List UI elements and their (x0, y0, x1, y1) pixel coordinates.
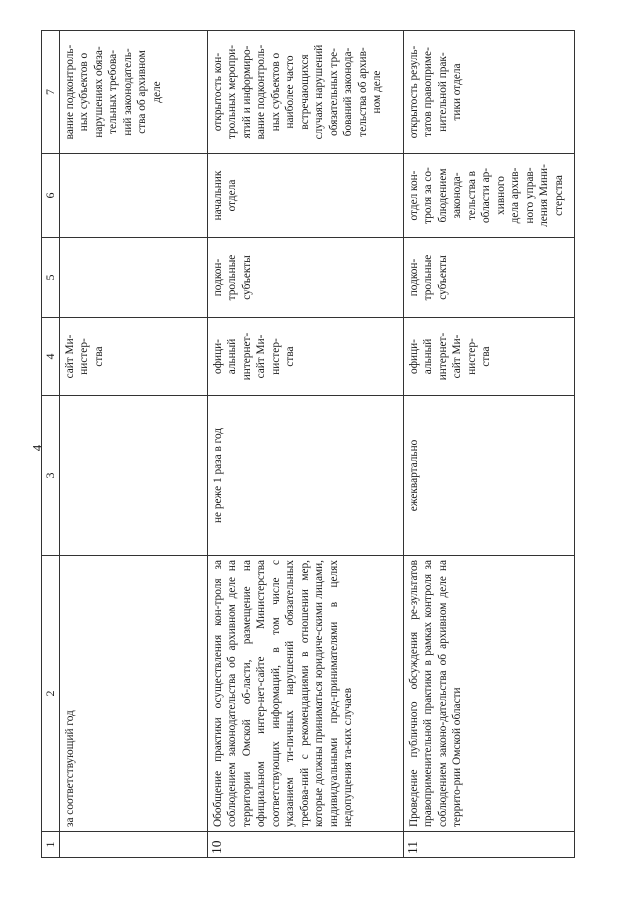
plan-table (41, 30, 575, 858)
result-cell: вание подконтроль- ных субъектов о нарушениях обяза- тельных требова- ний законодатель- ства об архивном деле (59, 31, 207, 154)
action-cell: за соответствующий год (59, 556, 207, 832)
header-row (42, 31, 60, 858)
action-cell: Проведение публичного обсуждения ре-зультатов правоприменительной практики в рамках контроля за соблюдением законо-дательства об архивном деле на террито-рии Омской области (403, 556, 574, 832)
action-cell: Обобщение практики осуществления кон-троля за соблюдением законодательства об архивном деле на территории Омской об-ласти, размещение на официальном интер-нет-сайте Министерства соответствующих информаций, в том числе с указанием ти-пичных нарушений обязательных требова-ний с рекомендациями в отношении мер, которые должны приниматься юридиче-скими лицами, индивидуальными пред-принимателями в целях недопущения та-ких случаев (207, 556, 403, 832)
source-cell: офици- альный интернет- сайт Ми- нистер- ства (207, 318, 403, 396)
row-number: 10 (207, 832, 403, 858)
row-number (59, 832, 207, 858)
header-cell: 7 (42, 31, 60, 154)
table-frame (41, 31, 598, 858)
responsible-cell: начальник отдела (207, 154, 403, 238)
subjects-cell (59, 238, 207, 318)
header-cell: 4 (42, 318, 60, 396)
row-number: 11 (403, 832, 574, 858)
period-cell: не реже 1 раза в год (207, 396, 403, 556)
header-cell: 3 (42, 396, 60, 556)
period-cell: ежеквартально (403, 396, 574, 556)
responsible-cell (59, 154, 207, 238)
period-cell (59, 396, 207, 556)
table-row (59, 31, 207, 858)
subjects-cell: подкон- трольные субъекты (403, 238, 574, 318)
page-number: 4 (29, 444, 45, 452)
responsible-cell: отдел кон- троля за со- блюдением законода- тельства в области ар- хивного дела архив- ного управ- ления Мини- стерства (403, 154, 574, 238)
result-cell: открытость резуль- татов правоприме- нительной прак- тики отдела (403, 31, 574, 154)
source-cell: офици- альный интернет- сайт Ми- нистер- ства (403, 318, 574, 396)
source-cell: сайт Ми- нистер- ства (59, 318, 207, 396)
result-cell: открытость кон- трольных меропри- ятий и информиро- вание подконтроль- ных субъектов о наиболее часто встречающихся случаях нарушений обязательных тре- бований законода- тельства об архив- ном деле (207, 31, 403, 154)
table-row (403, 31, 574, 858)
header-cell: 6 (42, 154, 60, 238)
table-row (207, 31, 403, 858)
header-cell: 1 (42, 832, 60, 858)
subjects-cell: подкон- трольные субъекты (207, 238, 403, 318)
header-cell: 2 (42, 556, 60, 832)
header-cell: 5 (42, 238, 60, 318)
